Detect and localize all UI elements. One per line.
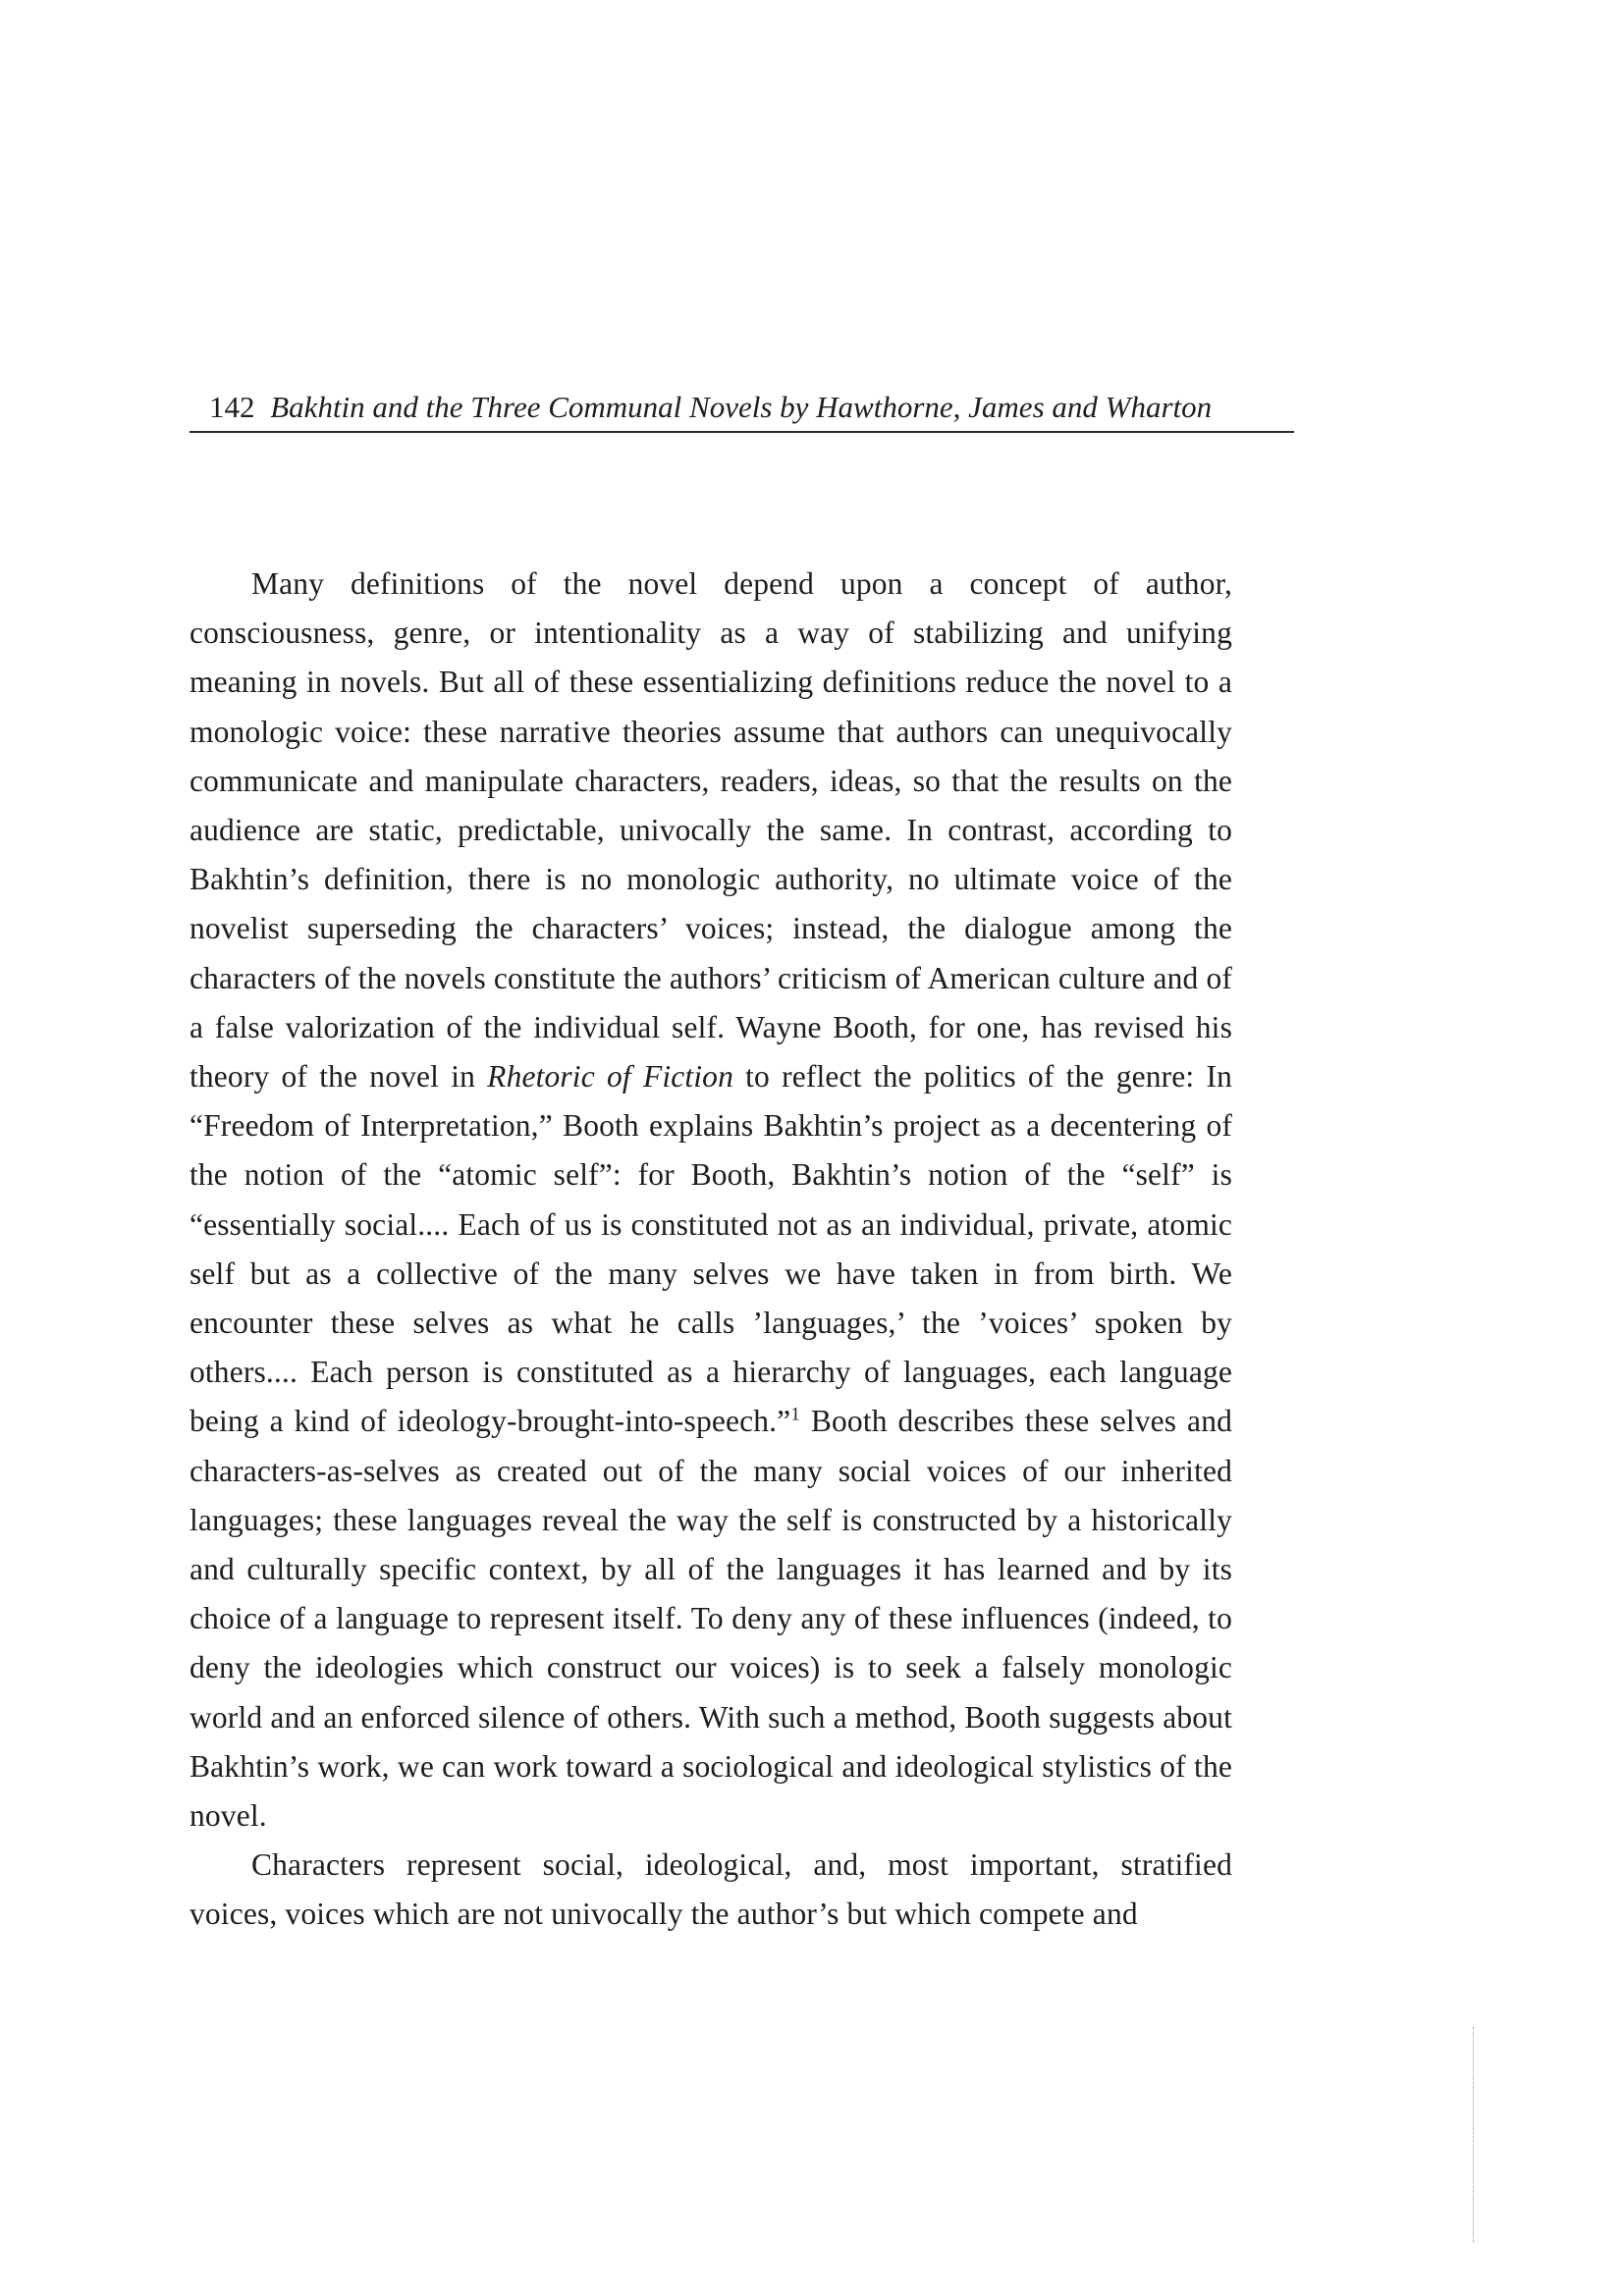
running-title: Bakhtin and the Three Communal Novels by Hawthorne, James and Wharton xyxy=(270,390,1213,424)
page-number: 142 xyxy=(209,390,255,424)
book-title-rhetoric-of-fiction: Rhetoric of Fiction xyxy=(487,1059,733,1095)
paragraph-2: Characters represent social, ideological, and, most important, stratified voices, voices which are not univocally the author’s but which compete and xyxy=(189,1847,1232,1932)
paragraph-1-text-a: Many definitions of the novel depend upon a concept of author, consciousness, genre, or intentionality as a way of stabilizing and unifying meaning in novels. But all of these essentializing definitions reduce the novel to a monologic voice: these narrative theories assume that authors can unequivocally communicate and manipulate characters, readers, ideas, so that the results on the audience are static, predictable, univocally the same. In contrast, according to Bakhtin’s definition, there is no monologic authority, no ultimate voice of the novelist superseding the characters’ voices; instead, the dialogue among the characters of the novels constitute the authors’ criticism of American culture and of a false valorization of the individual self. Wayne Booth, for one, has revised his theory of the novel in xyxy=(189,566,1232,1095)
body-text xyxy=(189,560,1232,1940)
running-head xyxy=(189,388,1294,433)
footnote-reference: 1 xyxy=(790,1404,800,1425)
scan-margin-mark xyxy=(1473,2027,1474,2243)
paragraph-1 xyxy=(189,560,1232,1841)
paragraph-1-text-b: to reflect the politics of the genre: In “Freedom of Interpretation,” Booth explains Bakhtin’s project as a decentering of the notion of the “atomic self”: for Booth, Bakhtin’s notion of the “self” is “essentially social.... Each of us is constituted not as an individual, private, atomic self but as a collective of the many selves we have taken in from birth. We encounter these selves as what he calls ’languages,’ the ’voices’ spoken by others.... Each person is constituted as a hierarchy of languages, each language being a kind of ideology-brought-into-speech.” xyxy=(189,1059,1232,1439)
paragraph-1-text-c: Booth describes these selves and characters-as-selves as created out of the many social voices of our inherited languages; these languages reveal the way the self is constructed by a historically and culturally specific context, by all of the languages it has learned and by its choice of a language to represent itself. To deny any of these influences (indeed, to deny the ideologies which construct our voices) is to seek a falsely monologic world and an enforced silence of others. With such a method, Booth suggests about Bakhtin’s work, we can work toward a sociological and ideological stylistics of the novel. xyxy=(189,1404,1232,1834)
